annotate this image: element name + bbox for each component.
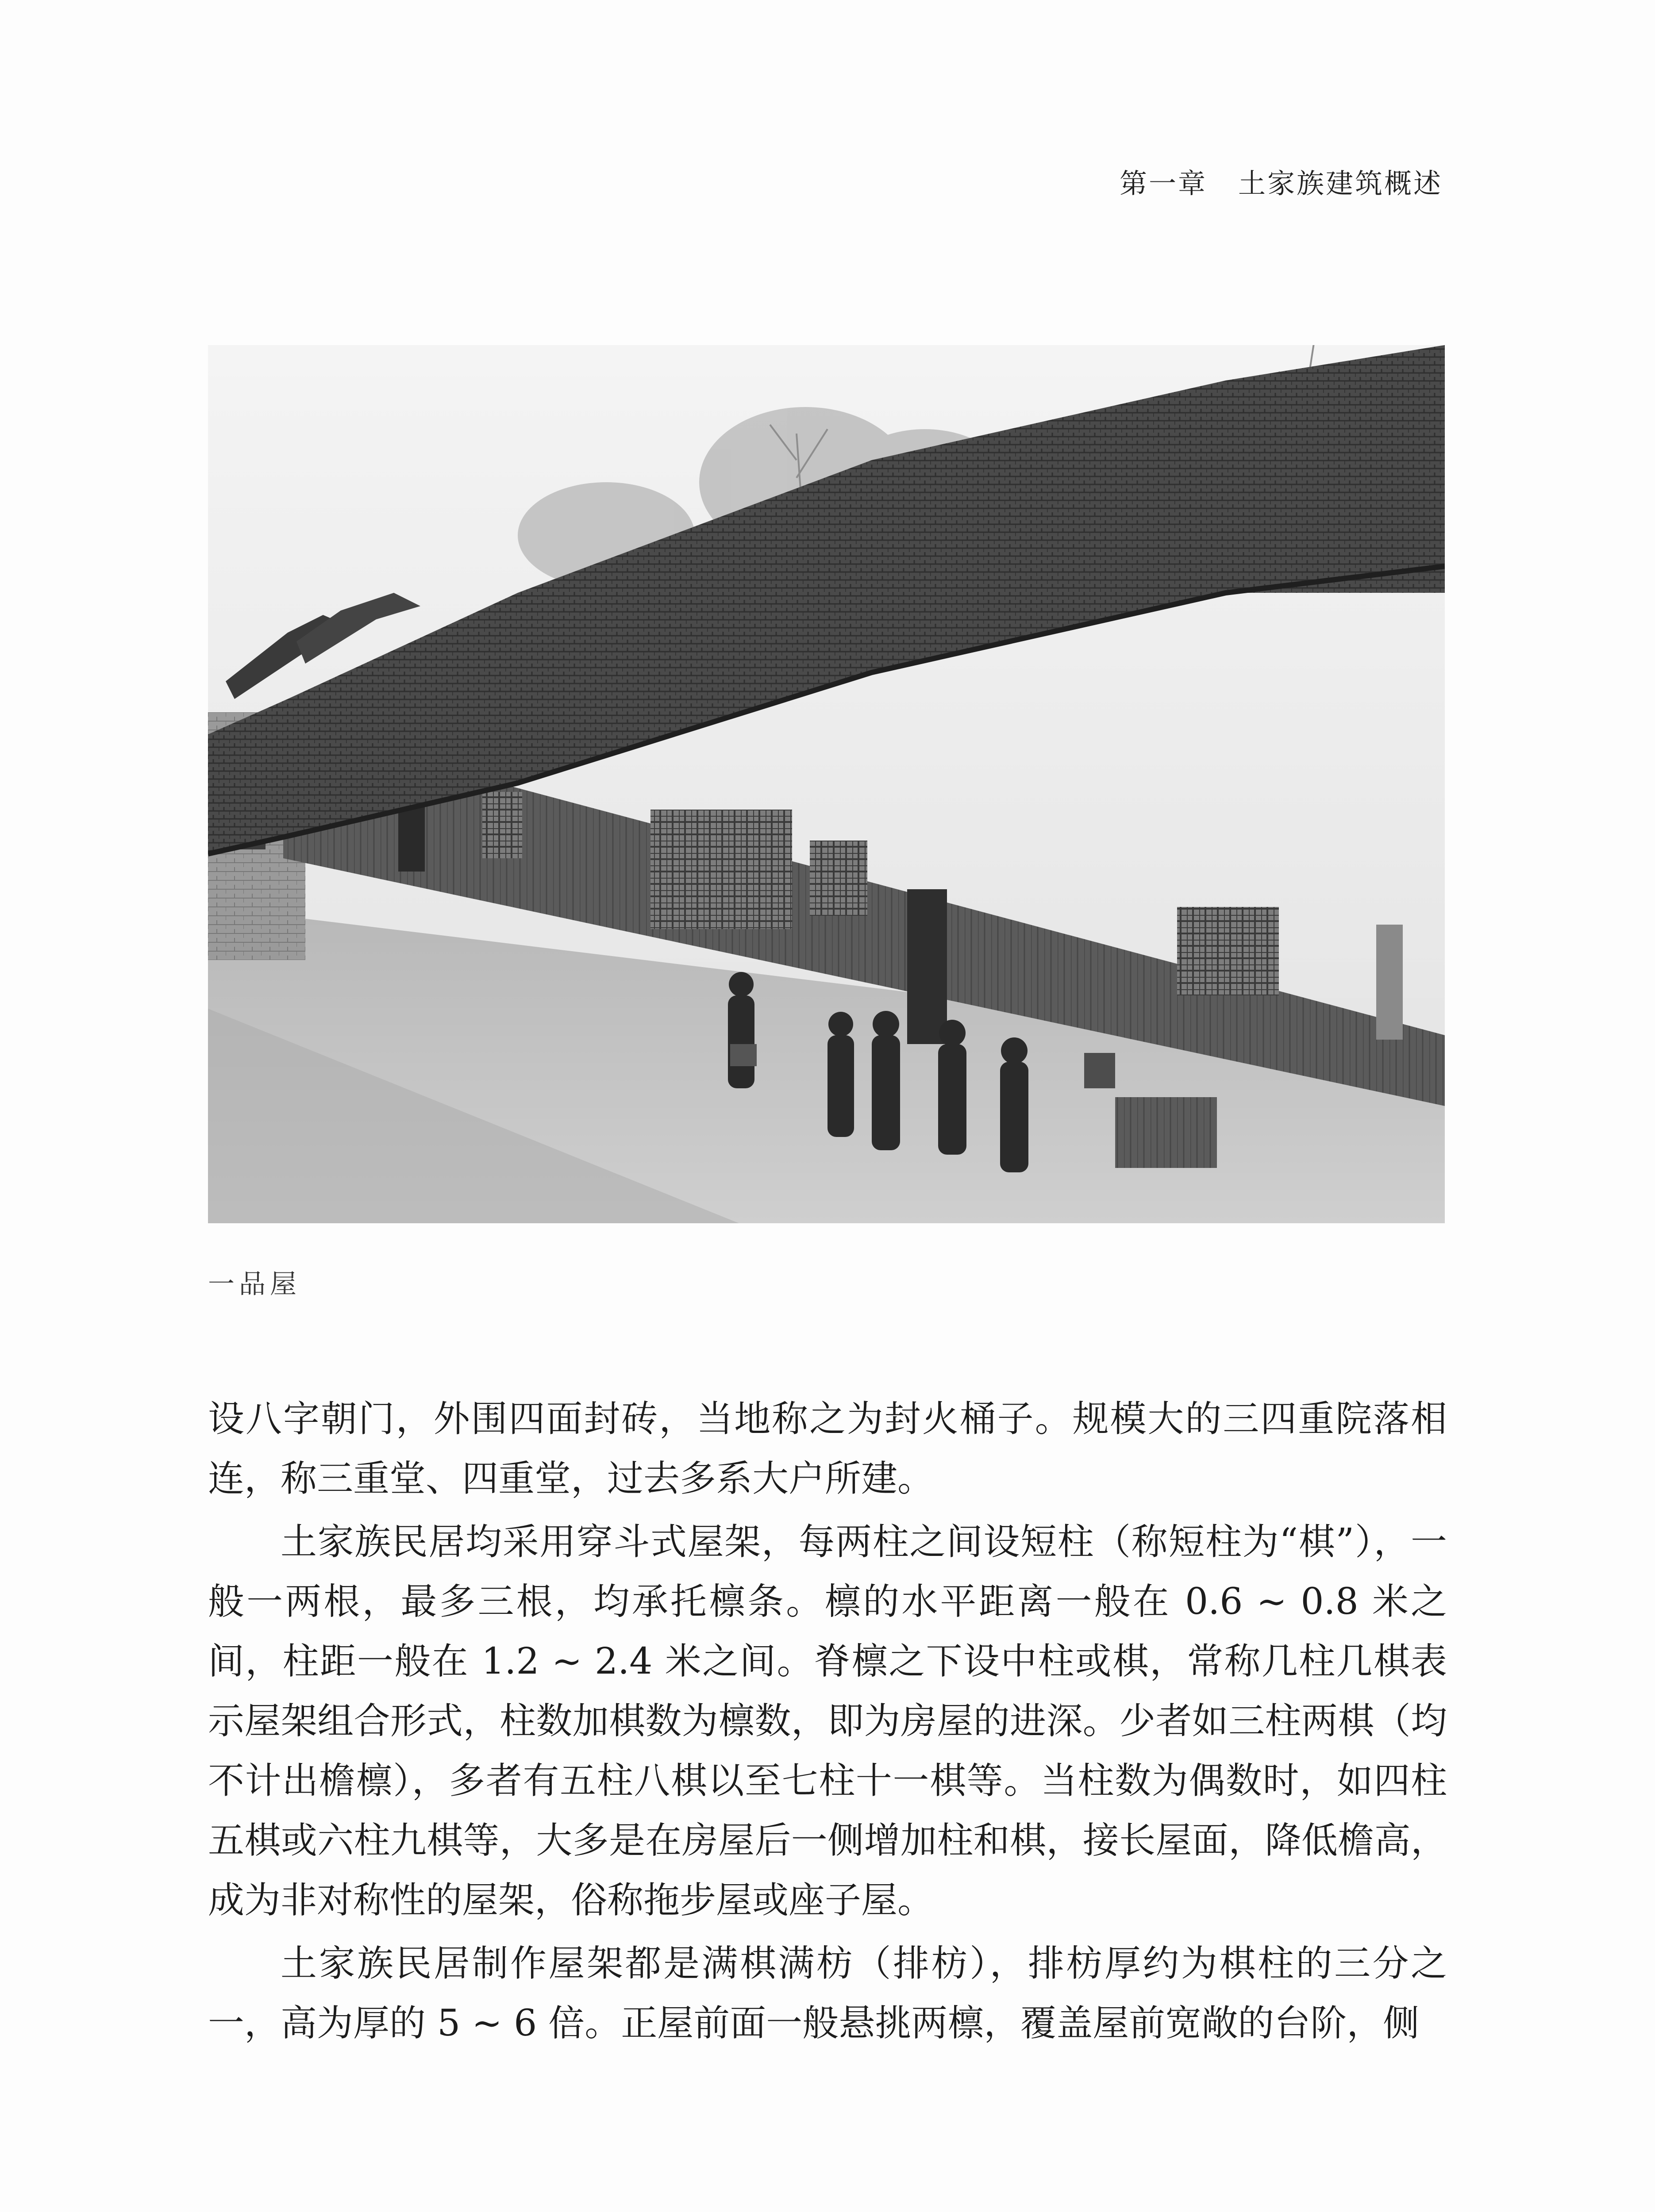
paragraph: 土家族民居均采用穿斗式屋架，每两柱之间设短柱（称短柱为“棋”），一般一两根，最多三根，均承托檩条。檩的水平距离一般在 0.6 ~ 0.8 米之间，柱距一般在 1.2 ~ 2.4 米之间。脊檩之下设中柱或棋，常称几柱几棋表示屋架组合形式，柱数加棋数为檩数，即为房屋的进深。少者如三柱两棋（均不计出檐檩），多者有五柱八棋以至七柱十一棋等。当柱数为偶数时，如四柱五棋或六柱九棋等，大多是在房屋后一侧增加柱和棋，接长屋面，降低檐高，成为非对称性的屋架，俗称拖步屋或座子屋。 bbox=[208, 1521, 1447, 1921]
photo-illustration bbox=[208, 345, 1445, 1223]
figure-caption: 一品屋 bbox=[208, 1269, 301, 1300]
body-text bbox=[208, 1389, 1447, 2053]
running-head bbox=[1120, 161, 1443, 201]
paragraph: 土家族民居制作屋架都是满棋满枋（排枋），排枋厚约为棋柱的三分之一，高为厚的 5 ~ 6 倍。正屋前面一般悬挑两檩，覆盖屋前宽敞的台阶，侧 bbox=[208, 1943, 1447, 2044]
chapter-number: 第一章 bbox=[1119, 167, 1207, 200]
paragraph: 设八字朝门，外围四面封砖，当地称之为封火桶子。规模大的三四重院落相连，称三重堂、四重堂，过去多系大户所建。 bbox=[208, 1398, 1447, 1500]
chapter-title: 土家族建筑概述 bbox=[1238, 167, 1443, 200]
building-photo bbox=[208, 345, 1445, 1223]
